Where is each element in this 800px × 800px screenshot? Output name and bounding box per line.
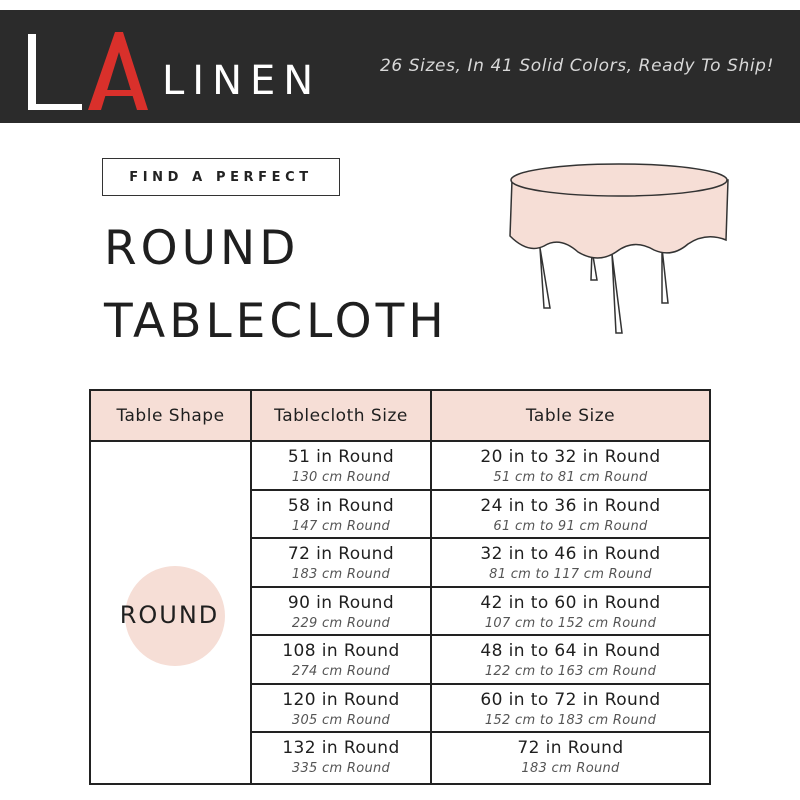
- table-size-cm: 122 cm to 163 cm Round: [484, 664, 657, 679]
- table-size-in: 60 in to 72 in Round: [480, 689, 661, 710]
- tablecloth-size-cm: 305 cm Round: [291, 712, 391, 728]
- tablecloth-size-cm: 130 cm Round: [291, 470, 391, 485]
- table-size-cm: 81 cm to 117 cm Round: [489, 567, 652, 582]
- round-table-illustration: [500, 158, 740, 343]
- tablecloth-size-in: 108 in Round: [282, 641, 400, 661]
- table-row: [252, 442, 709, 491]
- table-size-in: 42 in to 60 in Round: [480, 592, 661, 613]
- tablecloth-size-in: 120 in Round: [282, 689, 400, 710]
- table-shape-cell: [91, 442, 250, 783]
- table-row: [252, 588, 709, 637]
- page-title-line1: ROUND: [104, 221, 300, 276]
- tablecloth-size-cm: 335 cm Round: [291, 761, 391, 776]
- table-size-in: 20 in to 32 in Round: [480, 447, 661, 467]
- tablecloth-size-in: 51 in Round: [287, 447, 395, 467]
- tagline: 26 Sizes, In 41 Solid Colors, Ready To Ship!: [379, 56, 774, 76]
- header-table-size: Table Size: [432, 391, 709, 442]
- tablecloth-size-in: 90 in Round: [287, 592, 395, 613]
- tablecloth-size-in: 132 in Round: [282, 738, 400, 758]
- svg-text:LINEN: LINEN: [162, 58, 322, 104]
- header-tablecloth-size: Tablecloth Size: [252, 391, 430, 442]
- table-size-in: 24 in to 36 in Round: [480, 495, 661, 516]
- header-bar: [0, 10, 800, 123]
- table-size-cm: 51 cm to 81 cm Round: [493, 470, 648, 485]
- table-size-in: 32 in to 46 in Round: [480, 544, 661, 564]
- tablecloth-size-cm: 229 cm Round: [291, 615, 391, 631]
- table-row: [252, 733, 709, 782]
- tablecloth-size-cm: 183 cm Round: [291, 567, 391, 582]
- la-linen-logo[interactable]: [22, 28, 322, 118]
- tablecloth-size-cm: 274 cm Round: [291, 664, 391, 679]
- table-size-cm: 183 cm Round: [521, 761, 620, 776]
- table-row: [252, 539, 709, 588]
- table-size-in: 48 in to 64 in Round: [480, 641, 661, 661]
- page-title-line2: TABLECLOTH: [104, 294, 448, 349]
- tablecloth-size-in: 72 in Round: [287, 544, 395, 564]
- table-shape-label: ROUND: [119, 601, 220, 629]
- table-size-in: 72 in Round: [517, 738, 624, 758]
- find-a-perfect-label: FIND A PERFECT: [102, 158, 340, 196]
- table-size-cm: 152 cm to 183 cm Round: [484, 712, 657, 728]
- table-size-cm: 61 cm to 91 cm Round: [493, 518, 648, 534]
- table-row: [252, 685, 709, 734]
- size-chart-table: [89, 389, 711, 785]
- header-table-shape: Table Shape: [91, 391, 250, 442]
- table-size-cm: 107 cm to 152 cm Round: [484, 615, 657, 631]
- table-row: [252, 491, 709, 540]
- tablecloth-size-in: 58 in Round: [287, 495, 395, 516]
- tablecloth-size-cm: 147 cm Round: [291, 518, 391, 534]
- table-row: [252, 636, 709, 685]
